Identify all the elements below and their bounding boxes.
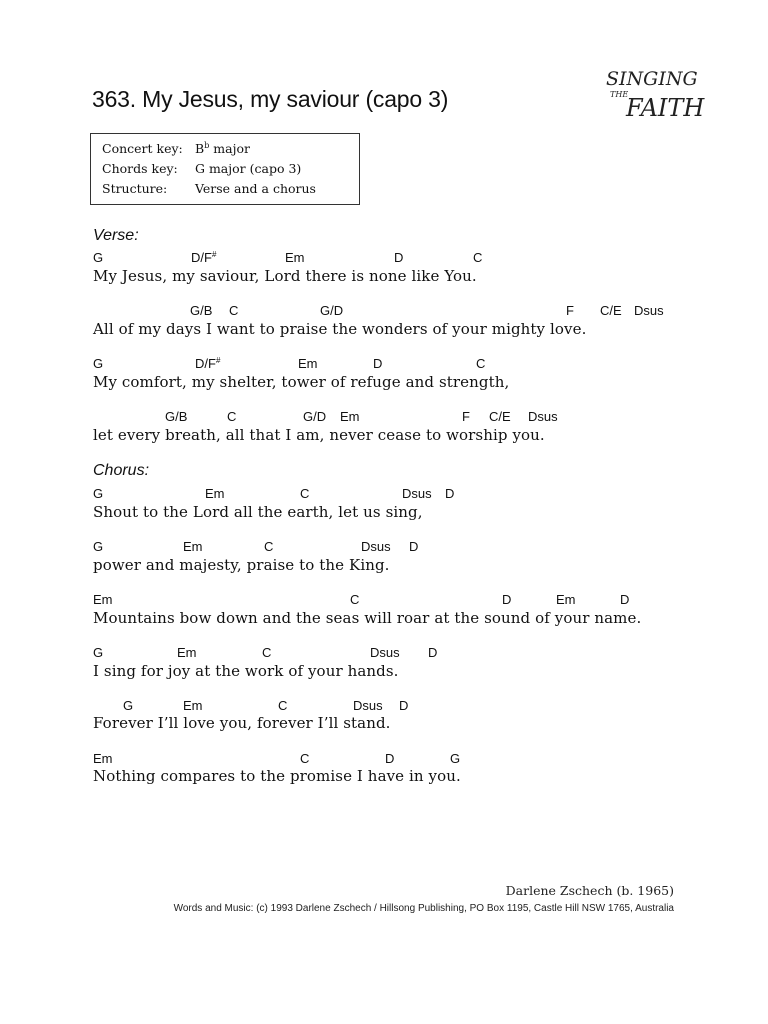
chords-key-label: Chords key:: [102, 161, 178, 176]
chord: Em: [340, 409, 360, 424]
chord: Em: [93, 592, 113, 607]
author-credit: Darlene Zschech (b. 1965): [505, 883, 674, 898]
chord: G: [123, 698, 134, 713]
chord: C: [229, 303, 239, 318]
chord: Em: [298, 356, 318, 371]
structure-value: Verse and a chorus: [195, 181, 316, 196]
concert-key-value: [195, 141, 250, 156]
chord: G/B: [165, 409, 188, 424]
chord: Em: [177, 645, 197, 660]
chord: Em: [93, 751, 113, 766]
chord: Em: [183, 698, 203, 713]
chord: F: [566, 303, 574, 318]
chord: C: [227, 409, 237, 424]
lyric-line: Shout to the Lord all the earth, let us sing,: [93, 503, 423, 521]
chord: G: [93, 356, 104, 371]
chord: G/B: [190, 303, 213, 318]
chord: Em: [556, 592, 576, 607]
chord: G: [93, 250, 104, 265]
concert-key-note: B: [195, 141, 205, 156]
chord: G/D: [303, 409, 327, 424]
lyric-line: let every breath, all that I am, never cease to worship you.: [93, 426, 545, 444]
chord: D: [385, 751, 395, 766]
chord: Dsus: [528, 409, 558, 424]
chord: C: [476, 356, 486, 371]
chord: D: [409, 539, 419, 554]
sharp-sign: #: [211, 250, 217, 259]
chord: [195, 356, 220, 371]
logo-line-faith: FAITH: [626, 94, 705, 122]
chord: G: [450, 751, 461, 766]
chord: C: [264, 539, 274, 554]
chord: G: [93, 645, 104, 660]
chord: Em: [183, 539, 203, 554]
chord: G: [93, 539, 104, 554]
chord: C/E: [489, 409, 511, 424]
chord: D: [502, 592, 512, 607]
chord: D: [394, 250, 404, 265]
concert-key-label: Concert key:: [102, 141, 183, 156]
chord: Dsus: [353, 698, 383, 713]
copyright-notice: Words and Music: (c) 1993 Darlene Zschech / Hillsong Publishing, PO Box 1195, Castle Hill NSW 1765, Australia: [173, 903, 674, 914]
lyric-line: My comfort, my shelter, tower of refuge and strength,: [93, 373, 510, 391]
logo-line-the: THE: [610, 90, 629, 99]
lyric-line: My Jesus, my saviour, Lord there is none like You.: [93, 267, 477, 285]
chord-name: D/F: [191, 250, 212, 265]
chord: F: [462, 409, 470, 424]
chord: D: [428, 645, 438, 660]
chord: C: [300, 751, 310, 766]
chord: C: [300, 486, 310, 501]
chord: D: [373, 356, 383, 371]
lyric-line: power and majesty, praise to the King.: [93, 556, 390, 574]
verse-heading: Verse:: [93, 227, 139, 244]
chord: D: [620, 592, 630, 607]
chords-key-value: G major (capo 3): [195, 161, 302, 176]
singing-the-faith-logo: [602, 68, 705, 138]
chorus-heading: Chorus:: [93, 462, 150, 479]
lyric-line: Mountains bow down and the seas will roar at the sound of your name.: [93, 609, 642, 627]
chord: D: [399, 698, 409, 713]
chord: C: [278, 698, 288, 713]
chord: Dsus: [634, 303, 664, 318]
flat-sign: b: [204, 141, 210, 150]
chord: Dsus: [370, 645, 400, 660]
lyric-line: Forever I’ll love you, forever I’ll stand.: [93, 714, 391, 732]
sharp-sign: #: [215, 356, 221, 365]
chord: Em: [205, 486, 225, 501]
structure-label: Structure:: [102, 181, 168, 196]
concert-key-quality: major: [209, 141, 250, 156]
chord: Dsus: [361, 539, 391, 554]
lyric-line: Nothing compares to the promise I have in you.: [93, 767, 461, 785]
lyric-line: I sing for joy at the work of your hands.: [93, 662, 399, 680]
chord: C/E: [600, 303, 622, 318]
song-info-box: [90, 133, 360, 205]
logo-line-singing: SINGING: [606, 68, 698, 90]
chord: [191, 250, 216, 265]
chord: C: [473, 250, 483, 265]
chord: Em: [285, 250, 305, 265]
lyric-line: All of my days I want to praise the wonders of your mighty love.: [93, 320, 587, 338]
chord: C: [350, 592, 360, 607]
chord-name: D/F: [195, 356, 216, 371]
chord: Dsus: [402, 486, 432, 501]
chord: D: [445, 486, 455, 501]
chord: G/D: [320, 303, 344, 318]
chord: G: [93, 486, 104, 501]
song-title: 363. My Jesus, my saviour (capo 3): [92, 86, 449, 112]
chord: C: [262, 645, 272, 660]
